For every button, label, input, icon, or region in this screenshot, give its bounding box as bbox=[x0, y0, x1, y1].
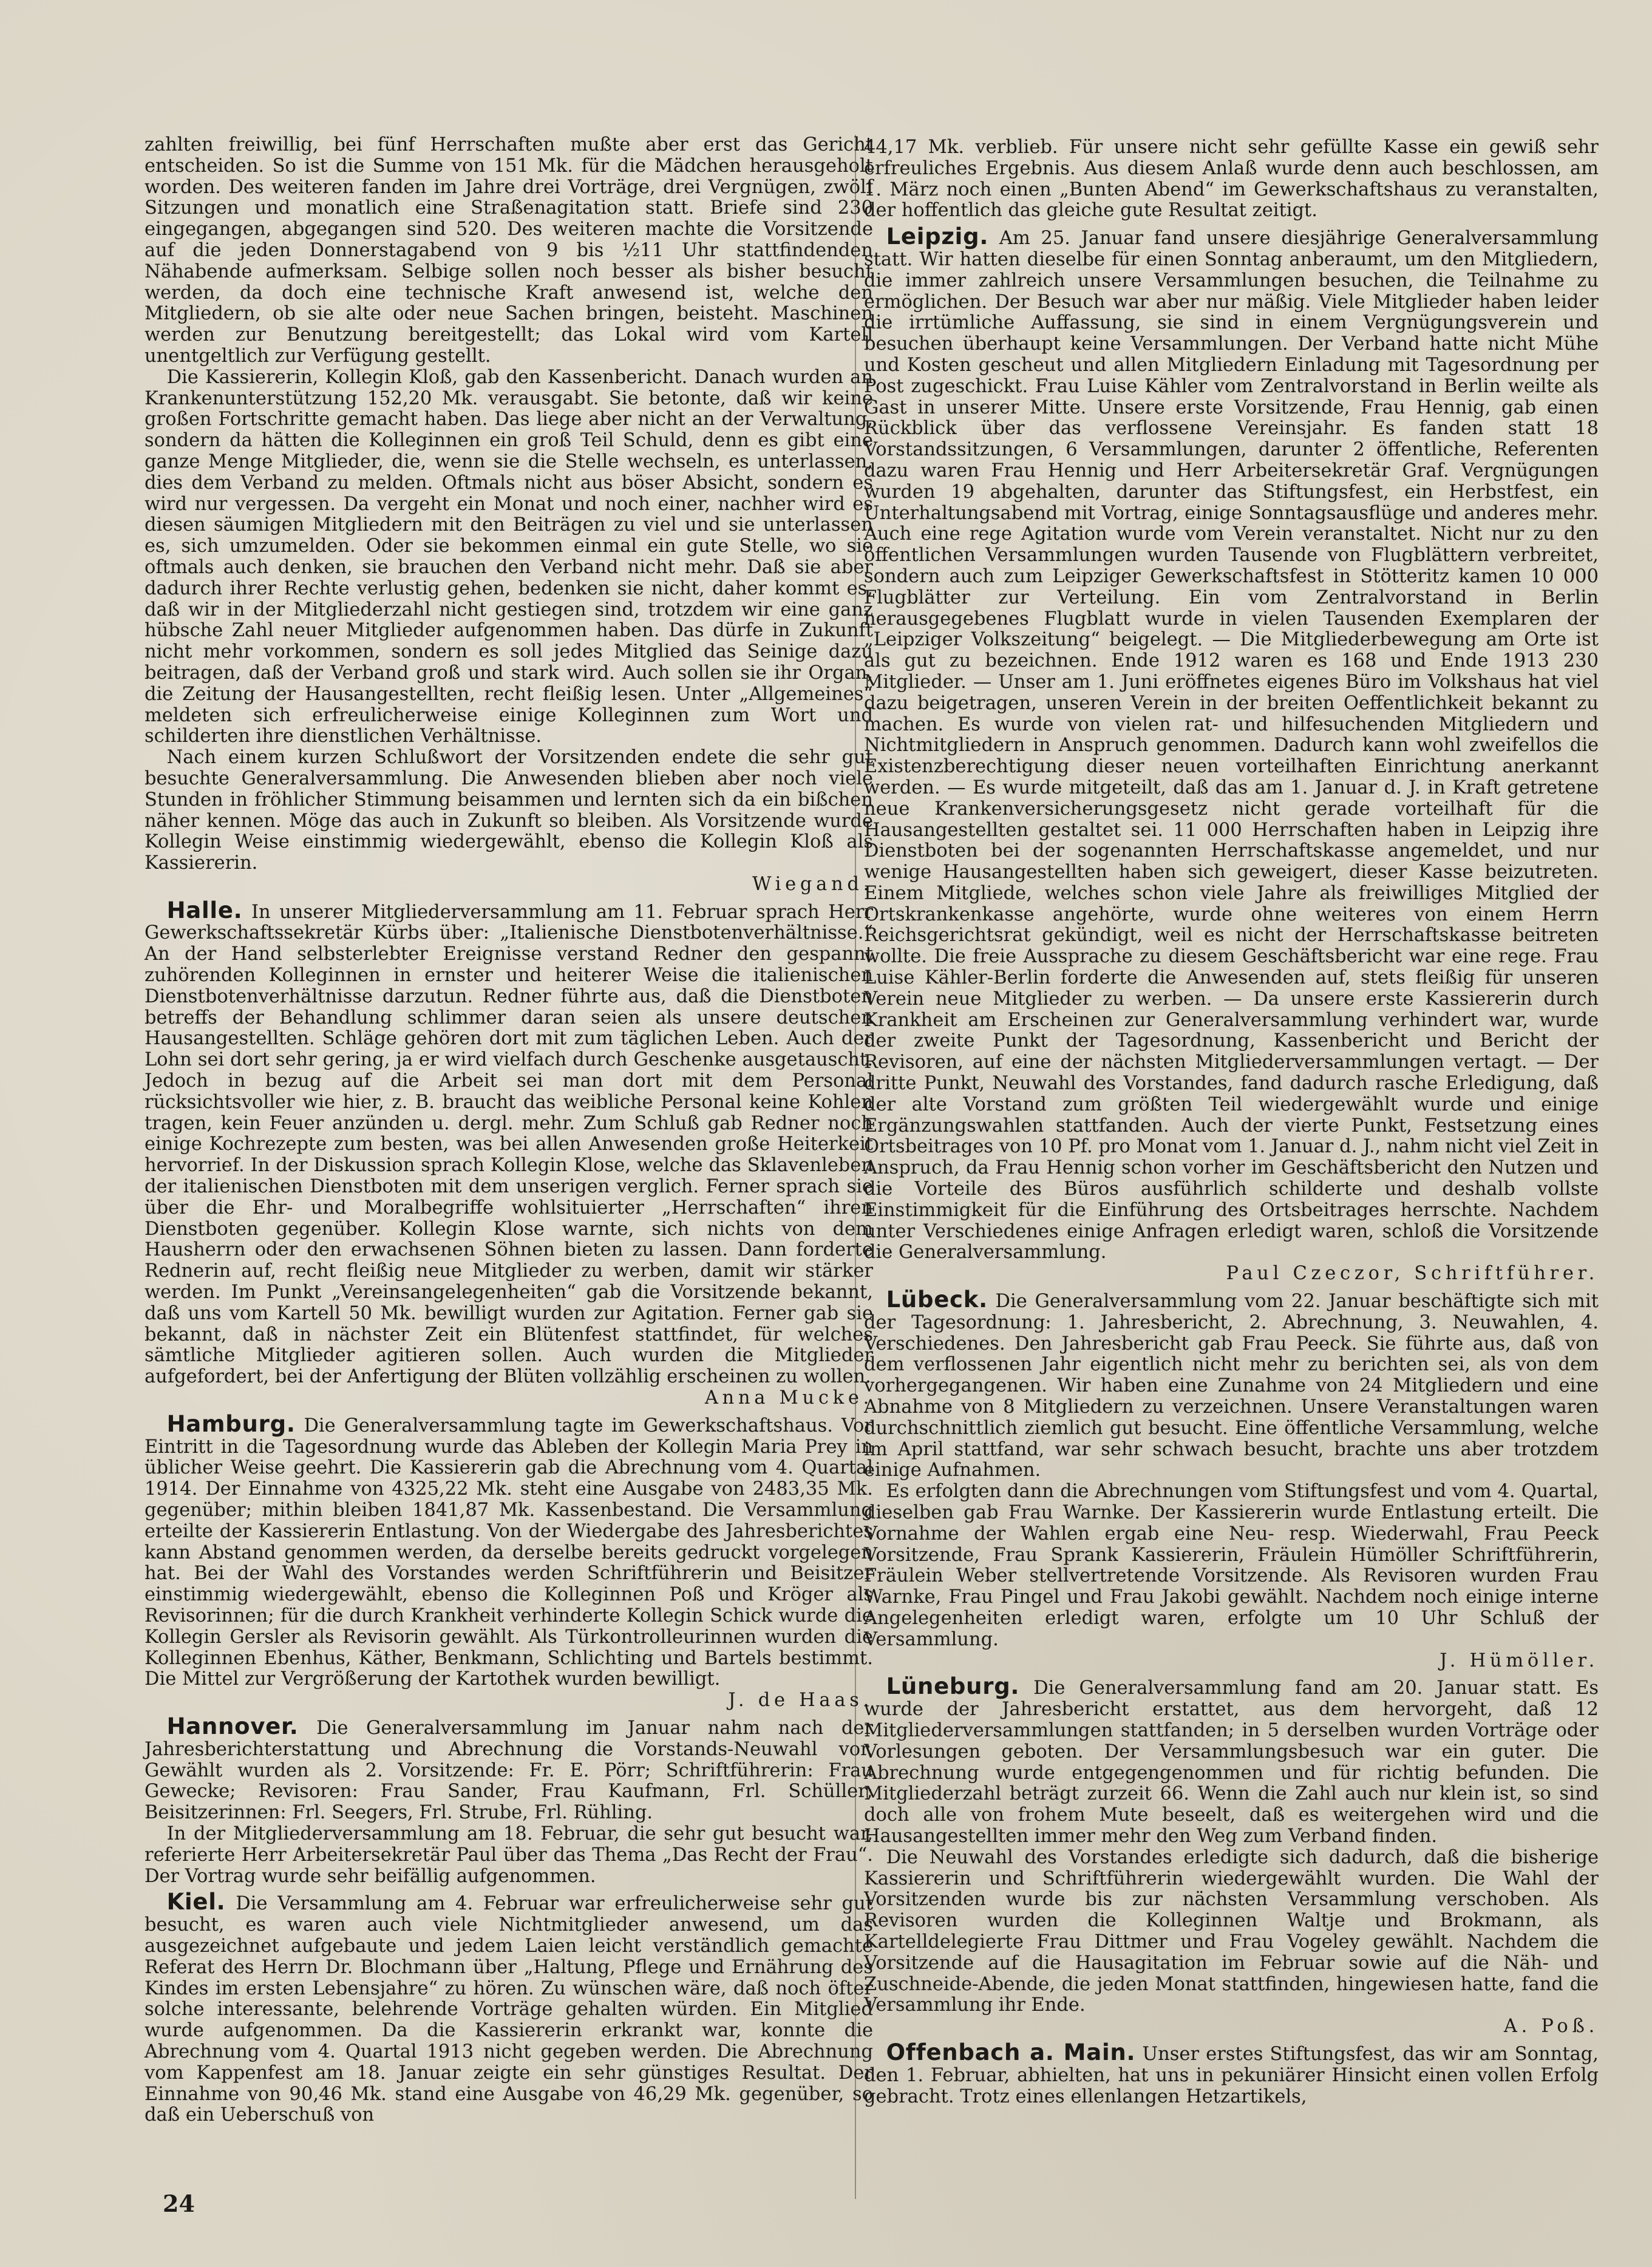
report-text: Die Neuwahl des Vorstandes erledigte sich dadurch, daß die bisherige Kassiererin und Schriftführerin wiedergewählt wurden. Die Wahl der Vorsitzenden wurde bis zur nächsten Versammlung verschoben. Als Revisoren wurden die Kolleginnen Waltje und Brokmann, als Kartelldelegierte Frau Dittmer und Frau Vogeley gewählt. Nachdem die Vorsitzende auf die Hausagitation im Februar sowie auf die Näh- und Zuschneide-Abende, die jeden Monat stattfinden, hingewiesen hatte, fand die Versammlung ihr Ende. bbox=[864, 1846, 1599, 2016]
report-text: In der Mitgliederversammlung am 18. Februar, die sehr gut besucht war, referierte Herr Arbeitersekretär Paul über das Thema „Das Recht der Frau“. Der Vortrag wurde sehr beifällig aufgenommen. bbox=[144, 1823, 873, 1887]
signature: J. Hümöller. bbox=[1440, 1650, 1599, 1671]
city-heading: Halle. bbox=[166, 897, 243, 923]
report-halle bbox=[144, 897, 873, 1409]
signature: A. Poß. bbox=[1503, 2016, 1599, 2038]
city-heading: Kiel. bbox=[166, 1889, 226, 1915]
city-heading: Leipzig. bbox=[886, 223, 989, 250]
left-column bbox=[144, 135, 873, 2126]
page-number: 24 bbox=[163, 2190, 195, 2217]
city-heading: Offenbach a. Main. bbox=[886, 2039, 1136, 2065]
city-heading: Hamburg. bbox=[166, 1410, 296, 1437]
report-text: Die Generalversammlung tagte im Gewerkschaftshaus. Vor Eintritt in die Tagesordnung wurde das Ableben der Kollegin Maria Prey in üblicher Weise geehrt. Die Kassiererin gab die Abrechnung vom 4. Quartal 1914. Der Einnahme von 4325,22 Mk. steht eine Ausgabe von 2483,35 Mk. gegenüber; mithin bleiben 1841,87 Mk. Kassenbestand. Die Versammlung erteilte der Kassiererin Entlastung. Von der Wiedergabe des Jahresberichtes kann Abstand genommen werden, da derselbe bereits gedruckt vorgelegen hat. Bei der Wahl des Vorstandes werden Schriftführerin und Beisitzer einstimmig wiedergewählt, ebenso die Kolleginnen Poß und Kröger als Revisorinnen; für die durch Krankheit verhinderte Kollegin Schick wurde die Kollegin Gersler als Revisorin gewählt. Als Türkontrolleurinnen wurden die Kolleginnen Ebenhus, Käther, Benkmann, Schlichting und Bartels bestimmt. Die Mittel zur Vergrößerung der Kartothek wurden bewilligt. bbox=[144, 1415, 873, 1690]
right-column bbox=[864, 137, 1599, 2107]
intro-paragraph: Die Kassiererin, Kollegin Kloß, gab den Kassenbericht. Danach wurden an Krankenunterstützung 152,20 Mk. verausgabt. Sie betonte, daß wir keine großen Fortschritte gemacht haben. Das liege aber nicht an der Verwaltung, sondern da hätten die Kolleginnen ein groß Teil Schuld, denn es gibt eine ganze Menge Mitglieder, die, wenn sie die Stelle wechseln, es unterlassen, dies dem Verband zu melden. Oftmals nicht aus böser Absicht, sondern es wird nur vergessen. Da vergeht ein Monat und noch einer, nachher wird es diesen säumigen Mitgliedern mit den Beiträgen zu viel und sie unterlassen es, sich umzumelden. Oder sie bekommen einmal ein gute Stelle, wo sie oftmals auch denken, sie brauchen den Verband nicht mehr. Daß sie aber dadurch ihrer Rechte verlustig gehen, bedenken sie nicht, daher kommt es, daß wir in der Mitgliederzahl nicht gestiegen sind, trotzdem wir eine ganz hübsche Zahl neuer Mitglieder aufgenommen haben. Das dürfe in Zukunft nicht mehr vorkommen, sondern es soll jedes Mitglied das Seinige dazu beitragen, daß der Verband groß und stark wird. Auch sollen sie ihr Organ, die Zeitung der Hausangestellten, recht fleißig lesen. Unter „Allgemeines“ meldeten sich erfreulicherweise einige Kolleginnen zum Wort und schilderten ihre dienstlichen Verhältnisse. bbox=[144, 366, 873, 747]
city-heading: Hannover. bbox=[166, 1713, 299, 1739]
city-heading: Lüneburg. bbox=[886, 1673, 1020, 1700]
report-lueneburg bbox=[864, 1673, 1599, 2038]
report-text: Die Generalversammlung fand am 20. Januar statt. Es wurde der Jahresbericht erstattet, aus dem hervorgeht, daß 12 Mitgliederversammlungen stattfanden; in 5 derselben wurden Vorträge oder Vorlesungen geboten. Der Versammlungsbesuch war ein guter. Die Abrechnung wurde entgegengenommen und für richtig befunden. Die Mitgliederzahl beträgt zurzeit 66. Wenn die Zahl auch nur klein ist, so sind doch alle von frohem Mute beseelt, daß es weitergehen wird und die Hausangestellten immer mehr den Weg zum Verband finden. bbox=[864, 1677, 1599, 1847]
signature: J. de Haas. bbox=[728, 1690, 873, 1711]
report-text: Es erfolgten dann die Abrechnungen vom Stiftungsfest und vom 4. Quartal, dieselben gab Frau Warnke. Der Kassiererin wurde Entlastung erteilt. Die Vornahme der Wahlen ergab eine Neu- resp. Wiederwahl, Frau Peeck Vorsitzende, Frau Sprank Kassiererin, Fräulein Hümöller Schriftführerin, Fräulein Weber stellvertretende Vorsitzende. Als Revisoren wurden Frau Warnke, Frau Pingel und Frau Jakobi gewählt. Nachdem noch einige interne Angelegenheiten erledigt waren, erfolgte um 10 Uhr Schluß der Versammlung. bbox=[864, 1481, 1599, 1650]
city-heading: Lübeck. bbox=[886, 1286, 988, 1313]
report-text: Die Generalversammlung im Januar nahm nach der Jahresberichterstattung und Abrechnung die Vorstands-Neuwahl vor. Gewählt wurden als 2. Vorsitzende: Fr. E. Pörr; Schriftführerin: Frau Gewecke; Revisoren: Frau Sander, Frau Kaufmann, Frl. Schüller; Beisitzerinnen: Frl. Seegers, Frl. Strube, Frl. Rühling. bbox=[144, 1717, 873, 1824]
intro-paragraph: 44,17 Mk. verblieb. Für unsere nicht sehr gefüllte Kasse ein gewiß sehr erfreuliches Ergebnis. Aus diesem Anlaß wurde denn auch beschlossen, am 1. März noch einen „Bunten Abend“ im Gewerkschaftshaus zu veranstalten, der hoffentlich das gleiche gute Resultat zeitigt. bbox=[864, 137, 1599, 222]
report-kiel bbox=[144, 1889, 873, 2126]
report-text: In unserer Mitgliederversammlung am 11. Februar sprach Herr Gewerkschaftssekretär Kürbs über: „Italienische Dienstbotenverhältnisse.“ An der Hand selbsterlebter Ereignisse verstand Redner den gespannt zuhörenden Kolleginnen in ernster und heiterer Weise die italienischen Dienstbotenverhältnisse darzutun. Redner führte aus, daß die Dienstboten betreffs der Behandlung schlimmer daran seien als unsere deutschen Hausangestellten. Schläge gehören dort mit zum täglichen Leben. Auch der Lohn sei dort sehr gering, ja er wird vielfach durch Geschenke ausgetauscht. Jedoch in bezug auf die Arbeit sei man dort mit dem Personal rücksichtsvoller wie hier, z. B. braucht das weibliche Personal keine Kohlen tragen, kein Feuer anzünden u. dergl. mehr. Zum Schluß gab Redner noch einige Kochrezepte zum besten, was bei allen Anwesenden große Heiterkeit hervorrief. In der Diskussion sprach Kollegin Klose, welche das Sklavenleben der italienischen Dienstboten mit dem unserigen verglich. Ferner sprach sie über die Ehr- und Moralbegriffe wohlsituierter „Herrschaften“ ihren Dienstboten gegenüber. Kollegin Klose warnte, sich nichts von dem Hausherrn oder den erwachsenen Söhnen bieten zu lassen. Dann forderte Rednerin auf, recht fleißig neue Mitglieder zu werben, damit wir stärker werden. Im Punkt „Vereinsangelegenheiten“ gab die Vorsitzende bekannt, daß uns vom Kartell 50 Mk. bewilligt wurden zur Agitation. Ferner gab sie bekannt, daß in nächster Zeit ein Blütenfest stattfindet, für welches sämtliche Mitglieder agitieren sollen. Auch wurden die Mitglieder aufgefordert, bei der Anfertigung der Blüten vollzählig erscheinen zu wollen. bbox=[144, 901, 873, 1388]
signature: Anna Mucke. bbox=[704, 1387, 873, 1409]
report-text: Die Versammlung am 4. Februar war erfreulicherweise sehr gut besucht, es waren auch viele Nichtmitglieder anwesend, um das ausgezeichnet aufgebaute und jedem Laien leicht verständlich gemachte Referat des Herrn Dr. Blochmann über „Haltung, Pflege und Ernährung des Kindes im ersten Lebensjahre“ zu hören. Zu wünschen wäre, daß noch öfter solche interessante, belehrende Vorträge gehalten würden. Ein Mitglied wurde aufgenommen. Da die Kassiererin erkrankt war, konnte die Abrechnung vom 4. Quartal 1913 nicht gegeben werden. Die Abrechnung vom Kappenfest am 18. Januar zeigte ein sehr günstiges Resultat. Der Einnahme von 90,46 Mk. stand eine Ausgabe von 46,29 Mk. gegenüber, so daß ein Ueberschuß von bbox=[144, 1893, 873, 2126]
report-text: Unser erstes Stiftungsfest, das wir am Sonntag, den 1. Februar, abhielten, hat uns in pekuniärer Hinsicht einen vollen Erfolg gebracht. Trotz eines ellenlangen Hetzartikels, bbox=[864, 2043, 1599, 2107]
intro-paragraph: zahlten freiwillig, bei fünf Herrschaften mußte aber erst das Gericht entscheiden. So ist die Summe von 151 Mk. für die Mädchen herausgeholt worden. Des weiteren fanden im Jahre drei Vorträge, drei Vergnügen, zwölf Sitzungen und monatlich eine Straßenagitation statt. Briefe sind 230 eingegangen, abgegangen sind 520. Des weiteren machte die Vorsitzende auf die jeden Donnerstagabend von 9 bis ½11 Uhr stattfindenden Nähabende aufmerksam. Selbige sollen noch besser als bisher besucht werden, da doch eine technische Kraft anwesend ist, welche den Mitgliedern, ob sie alte oder neue Sachen bringen, beisteht. Maschinen werden zur Benutzung bereitgestellt; das Lokal wird vom Kartell unentgeltlich zur Verfügung gestellt. bbox=[144, 134, 873, 367]
report-offenbach bbox=[864, 2039, 1599, 2107]
report-luebeck bbox=[864, 1286, 1599, 1671]
report-text: Am 25. Januar fand unsere diesjährige Generalversammlung statt. Wir hatten dieselbe für einen Sonntag anberaumt, um den Mitgliedern, die immer zahlreich unsere Versammlungen besuchen, die Teilnahme zu ermöglichen. Der Besuch war aber nur mäßig. Viele Mitglieder haben leider die irrtümliche Auffassung, sie sind in einem Vergnügungsverein und besuchen überhaupt keine Versammlungen. Der Verband hatte nicht Mühe und Kosten gescheut und allen Mitgliedern Einladung mit Tagesordnung per Post zugeschickt. Frau Luise Kähler vom Zentralvorstand in Berlin weilte als Gast in unserer Mitte. Unsere erste Vorsitzende, Frau Hennig, gab einen Rückblick über das verflossene Vereinsjahr. Es fanden statt 18 Vorstandssitzungen, 6 Versammlungen, darunter 2 öffentliche, Referenten dazu waren Frau Hennig und Herr Arbeitersekretär Graf. Vergnügungen wurden 19 abgehalten, darunter das Stiftungsfest, ein Herbstfest, ein Unterhaltungsabend mit Vortrag, einige Sonntagsausflüge und anderes mehr. Auch eine rege Agitation wurde vom Verein veranstaltet. Nicht nur zu den öffentlichen Versammlungen wurden Tausende von Flugblättern verbreitet, sondern auch zum Leipziger Gewerkschaftsfest in Stötteritz kamen 10 000 Flugblätter zur Verteilung. Ein vom Zentralvorstand in Berlin herausgegebenes Flugblatt wurde in vielen Tausenden Exemplaren der „Leipziger Volkszeitung“ beigelegt. — Die Mitgliederbewegung am Orte ist als gut zu bezeichnen. Ende 1912 waren es 168 und Ende 1913 230 Mitglieder. — Unser am 1. Juni eröffnetes eigenes Büro im Volkshaus hat viel dazu beigetragen, unseren Verein in der breiten Oeffentlichkeit bekannt zu machen. Es wurde von vielen rat- und hilfesuchenden Mitgliedern und Nichtmitgliedern in Anspruch genommen. Dadurch kann wohl zweifellos die Existenzberechtigung dieser neuen vorteilhaften Einrichtung anerkannt werden. — Es wurde mitgeteilt, daß das am 1. Januar d. J. in Kraft getretene neue Krankenversicherungsgesetz nicht gerade vorteilhaft für die Hausangestellten gestaltet sei. 11 000 Herrschaften haben in Leipzig ihre Dienstboten bei der sogenannten Herrschaftskasse angemeldet, und nur wenige Hausangestellten haben sich geweigert, dieser Kasse beizutreten. Einem Mitgliede, welches schon viele Jahre als freiwilliges Mitglied der Ortskrankenkasse angehörte, wurde ohne weiteres von einem Herrn Reichsgerichtsrat gekündigt, weil es nicht der Herrschaftskasse beitreten wollte. Die freie Aussprache zu diesem Geschäftsbericht war eine rege. Frau Luise Kähler-Berlin forderte die Anwesenden auf, stets fleißig für unseren Verein neue Mitglieder zu werben. — Da unsere erste Kassiererin durch Krankheit am Erscheinen zur Generalversammlung verhindert war, wurde der zweite Punkt der Tagesordnung, Kassenbericht und Bericht der Revisoren, auf eine der nächsten Mitgliederversammlungen vertagt. — Der dritte Punkt, Neuwahl des Vorstandes, fand dadurch rasche Erledigung, daß der alte Vorstand zum größten Teil wiedergewählt wurde und einige Ergänzungswahlen stattfanden. Auch der vierte Punkt, Festsetzung eines Ortsbeitrages von 10 Pf. pro Monat vom 1. Januar d. J., nahm nicht viel Zeit in Anspruch, da Frau Hennig schon vorher im Geschäftsbericht den Nutzen und die Vorteile des Büros ausführlich schilderte und deshalb vollste Einstimmigkeit für die Einführung des Ortsbeitrages herrschte. Nachdem unter Verschiedenes einige Anfragen erledigt waren, schloß die Vorsitzende die Generalversammlung. bbox=[864, 228, 1599, 1263]
signature: Wiegand. bbox=[752, 873, 873, 895]
report-leipzig bbox=[864, 223, 1599, 1285]
report-hamburg bbox=[144, 1410, 873, 1711]
intro-paragraph: Nach einem kurzen Schlußwort der Vorsitzenden endete die sehr gut besuchte Generalversammlung. Die Anwesenden blieben aber noch viele Stunden in fröhlicher Stimmung beisammen und lernten sich da ein bißchen näher kennen. Möge das auch in Zukunft so bleiben. Als Vorsitzende wurde Kollegin Weise einstimmig wiedergewählt, ebenso die Kollegin Kloß als Kassiererin. bbox=[144, 747, 873, 874]
report-text: Die Generalversammlung vom 22. Januar beschäftigte sich mit der Tagesordnung: 1. Jahresbericht, 2. Abrechnung, 3. Neuwahlen, 4. Verschiedenes. Den Jahresbericht gab Frau Peeck. Sie führte aus, daß von dem verflossenen Jahr eigentlich nicht mehr zu berichten sei, als von dem vorhergegangenen. Wir haben eine Zunahme von 24 Mitgliedern und eine Abnahme von 8 Mitgliedern zu verzeichnen. Unsere Veranstaltungen waren durchschnittlich ziemlich gut besucht. Eine öffentliche Versammlung, welche im April stattfand, war sehr schwach besucht, brachte uns aber trotzdem einige Aufnahmen. bbox=[864, 1291, 1599, 1481]
signature: Paul Czeczor, Schriftführer. bbox=[1226, 1263, 1599, 1285]
report-hannover bbox=[144, 1713, 873, 1887]
